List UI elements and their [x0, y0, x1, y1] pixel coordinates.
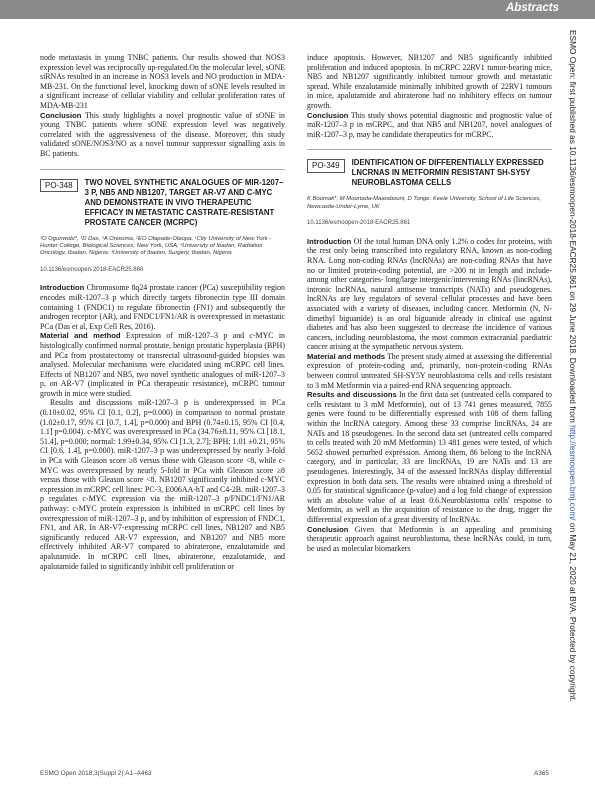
methods-paragraph [307, 352, 552, 390]
footer-journal: ESMO Open 2018;3(Suppl 2):A1–A463 [40, 770, 152, 777]
intro-text: Chromosome 8q24 prostate cancer (PCa) susceptibility region encodes miR-1207–3 p which directly targets fibronectin type III domain containing 1 (FNDC1) to regulate fibronectin (FN1) and subsequently the androgen receptor (AR), and FNDC1/FN1/AR is overexpressed in metastatic PCa (Das et al, Exp Cell Res, 2016). [40, 283, 285, 331]
left-column [40, 53, 285, 571]
results-label: Results and discussions [307, 390, 397, 400]
results-paragraph: Results and discussions miR-1207–3 p is underexpressed in PCa (0.10±0.02, 95% CI [0.1, 0.2], p=0.000) in comparison to normal prostate (1.02±0.17, 95% CI [0.7, 1.4], p=0.000) and BPH (0.74±0.15, 95% CI [0.4, 1.1] p=0.004). c-MYC was overexpressed in PCa (34.76±8.11, 95% CI [18.1, 51.4], p=0.000; normal: 1.99±0.34, 95% CI [1.3, 2.7]; BPH: 1.01 ±0.21, 95% CI [0.6, 1.4], p=0.000). miR-1207–3 p was underexpressed by nearly 3-fold in PCa with Gleason score ≥8 versus those with Gleason score <8, while c-MYC was overexpressed by nearly 5-fold in PCa with Gleason score ≥8 versus those with Gleason score <8. NB1207 significantly inhibited c-MYC expression in mCRPC cell lines: PC-3, E006AA-hT and C4-2B. miR-1207–3 p regulates c-MYC expression via the miR-1207–3 p/FNDC1/FN1/AR pathway: c-MYC protein expression is inhibited in mCRPC cell lines by overexpression of miR-1207–3 p, and by inhibition of expression of FNDC1, FN1, and AR. In AR-V7-expressing mCRPC cell lines, NB1207 and NB5 significantly reduced AR-V7 expression, and NB1207 and NB5 more effectively inhibited AR-V7 compared to abiraterone, enzalutamide and apalutamide. In mCRPC cell lines, abiraterone, enzalutamide, and apalutamide failed to significantly inhibit cell proliferation or [40, 398, 285, 571]
methods-label: Material and method [40, 331, 121, 341]
footer-page-number: A365 [534, 770, 549, 777]
side-note [556, 30, 584, 760]
conclusion-label: Conclusion [40, 110, 82, 120]
intro-paragraph [40, 283, 285, 331]
right-column [307, 53, 552, 553]
conclusion2-text: Given that Metformin is an appealing and promising therapeutic approach against neuroblastoma, these lncRNAs could, in turn, be used as molecular biomarkers [307, 524, 552, 553]
continuation-text: node metastasis in young TNBC patients. Our results showed that NOS3 expression level was reciprocally up-regulated.On the molecular level, sONE siRNAs resulted in an increase in NOS3 levels and NO production in MDA-MB-231. On the functional level, knocking down of sONE levels resulted in a significant increase of cellular viability and cellular proliferation rates of MDA-MB-231 [40, 53, 285, 110]
results-paragraph [307, 390, 552, 524]
conclusion-paragraph [307, 111, 552, 140]
abstract-title: TWO NOVEL SYNTHETIC ANALOGUES OF MIR-1207–3 P, NB5 AND NB1207, TARGET AR-V7 AND C-MYC AND DEMONSTRATE IN VIVO THERAPEUTIC EFFICACY IN METASTATIC CASTRATE-RESISTANT PROSTATE CANCER (MCRPC) [84, 177, 284, 227]
methods-label: Material and methods [307, 351, 386, 361]
conclusion-label: Conclusion [307, 110, 349, 120]
conclusion-paragraph [40, 111, 285, 159]
conclusion2-paragraph [307, 525, 552, 554]
doi[interactable]: 10.1136/esmoopen-2018-EACR25.861 [307, 220, 411, 227]
methods-paragraph [40, 331, 285, 398]
intro-label: Introduction [40, 283, 85, 293]
methods-text: The present study aimed at assessing the differential expression of protein-coding and, primarily, non-protein-coding RNAs between control untreated SH-SY5Y neuroblastoma cells and cells resistant to 3 mM Metformin via a paired-end RNA sequencing approach. [307, 351, 553, 390]
abstract-title: IDENTIFICATION OF DIFFERENTIALLY EXPRESSED LNCRNAS IN METFORMIN RESISTANT SH-SY5Y NEUROBLASTOMA CELLS [351, 158, 544, 188]
intro-text: Of the total human DNA only 1.2% o codes for proteins, with the rest only being transcribed into regulatory RNA, known as non-coding RNA. Long non-coding RNAs (lncRNAs) are non-coding RNAs that have no or limited protein-coding potential, are >200 nt in length and include-among other categories- long/large intergenic/intervening RNAs (lincRNAs), intronic lncRNAs, natural antisense transcripts (NATs) and pseudogenes. lncRNAs are key regulators of several cellular processes and have been associated with a variety of diseases, including cancer. Metformin (N, N-dimethyl biguanide) is an oral biguanide already in clinical use against diabetes and has also been suggested to decrease the incidence of various cancers, including neuroblastoma, the most common extracranial paediatric cancer arising at the sympathetic nervous system. [307, 236, 552, 352]
side-note-link[interactable]: http://esmoopen.bmj.com/ [568, 425, 578, 521]
methods-text: Expression of miR-1207–3 p and c-MYC in histologically confirmed normal prostate, benign prostatic hyperplasia (BPH) and PCa from prostatectomy or transrectal ultrasound-guided biopsies was analysed. Molecular mechanisms were elucidated using mCRPC cell lines. Effects of NB1207 and NB5, two novel synthetic analogues of miR-1207–3 p, on AR-V7 (implicated in PCa therapeutic resistance), mCRPC tumour growth in mice were studied. [40, 331, 285, 398]
side-note-after: on May 21, 2020 at BVA. Protected by copyright. [568, 520, 578, 702]
authors: ¹O Ogunwobi*, ¹D Das, ¹A Onwuma, ²EO Olapade-Olaopa. ¹City University of New York - Hunter College, Biological Sciences, New York, USA; ²University of Ibadan, Radiation Oncology, Ibadan, Nigeria; ³University of Ibadan, Surgery, Ibadan, Nigeria [40, 235, 272, 257]
section-title: Abstracts [505, 2, 559, 14]
doi[interactable]: 10.1136/esmoopen-2018-EACR25.860 [40, 266, 144, 273]
authors: K Boumak*, M Mourtada-Maarabouni, D Tonge. Keele University, School of Life Sciences, Newcastle-Under-Lyme, UK [307, 196, 542, 210]
intro-paragraph [307, 237, 552, 352]
abstract-header-348 [40, 169, 285, 228]
header-bar [0, 0, 595, 19]
continuation-text: induce apoptosis. However, NB1207 and NB5 significantly inhibited proliferation and induced apoptosis. In mCRPC 22RV1 tumor-bearing mice, NB5 and NB1207 significantly inhibited tumour growth and metastatic spread. While enzalutamide minimally inhibited growth of 22RV1 tumours in mice, apalutamide and abiraterone had no inhibitory effects on tumour growth. [307, 53, 552, 110]
abstract-id: PO-348 [40, 179, 78, 193]
conclusion-text: This study highlights a novel prognostic value of sONE in young TNBC patients where sONE expression level was negatively correlated with the aggressiveness of the disease. Moreover, this study validated sONE/NOS3/NO as a novel tumour suppressor signalling axis in BC patients. [40, 110, 285, 158]
side-note-before: ESMO Open: first published as 10.1136/esmoopen-2018-EACR25.861 on 29 June 2018. Downloaded from [568, 30, 578, 426]
conclusion-text: This study shows potential diagnostic and prognostic value of miR-1207–3 p in mCRPC, and that NB5 and NB1207, novel analogues of miR-1207–3 p, may be candidate therapeutics for mCRPC. [307, 110, 552, 139]
intro-label: Introduction [307, 236, 352, 246]
conclusion2-label: Conclusion [307, 524, 349, 534]
side-note-text [568, 30, 578, 702]
results-text: In the first data set (untreated cells compared to cells resistant to 3 mM Metformin), out of 13 741 genes measured, 7855 genes were found to be differentially expressed with 108 of them falling within the lncRNA category. Among these 33 comprise lincRNAs, 24 are NATs and 18 pseudogenes. In the second data set (untreated cells compared to cells treated with 20 mM Metformin) 13 481 genes were tested, of which 5652 showed perturbed expression. Among them, 86 belong to the lncRNA category, and in particular, 33 are lincRNAs, 19 are NATs and 13 are pseudogenes. Interestingly, 34 of the assessed lncRNAs display differential expression in both data sets. The results were obtained using a threshold of 0.05 for statistical significance (p-value) and a log fold change of expression with an absolute value of at least 0.6.Neuroblastoma cells' response to Metformin, as well as the acquisition of resistance to the drug, trigger the differential expression of a great diversity of lncRNAs. [307, 390, 552, 524]
abstract-header-349 [307, 149, 552, 188]
abstract-id: PO-349 [307, 159, 345, 173]
